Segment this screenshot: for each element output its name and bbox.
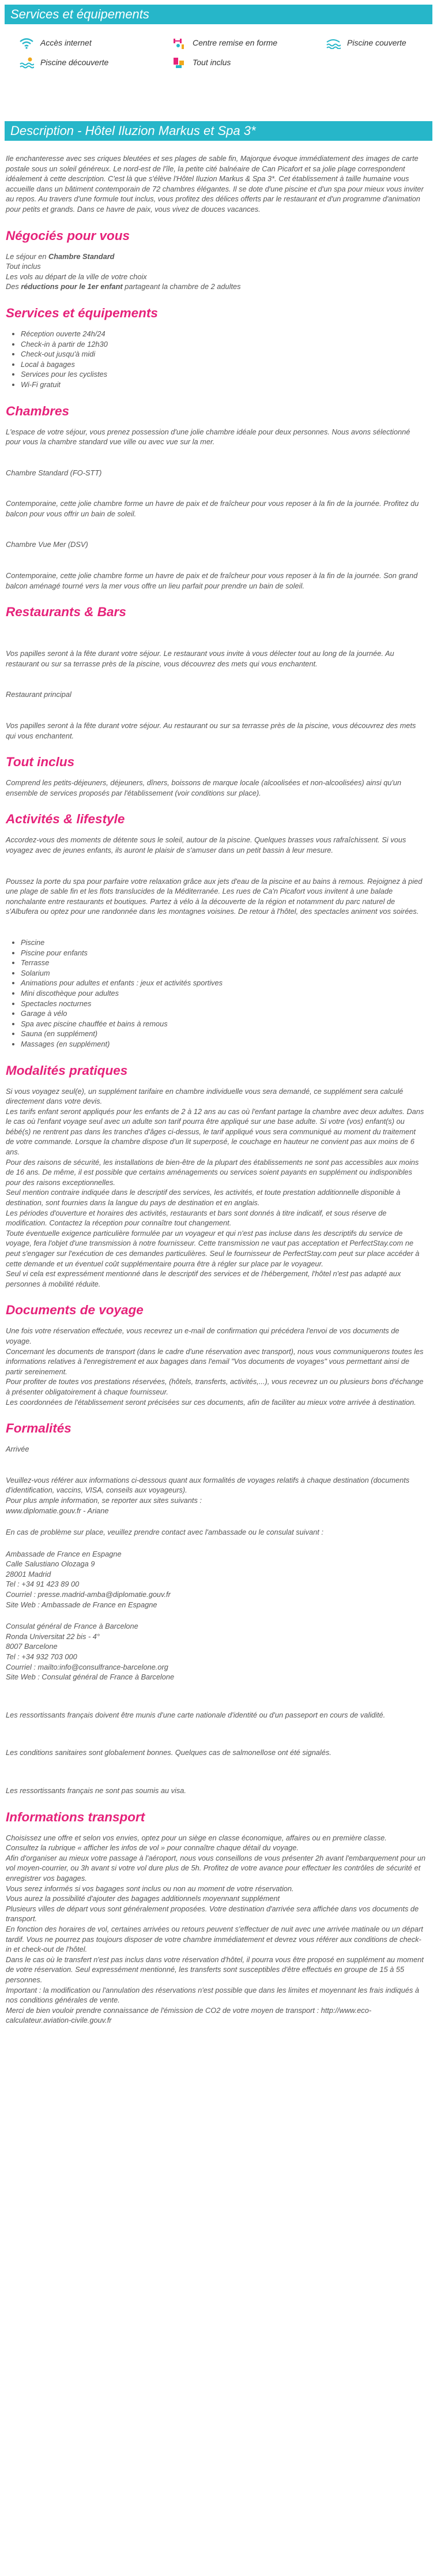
list-item: • Terrasse xyxy=(21,958,437,968)
tout-inclus-block xyxy=(6,778,425,798)
negocies-line: Le séjour en Chambre Standard xyxy=(6,252,115,261)
documents-line: Concernant les documents de transport (dans le cadre d'une réservation avec transport), nous vous communiquerons toutes les informations relatives à l'enregistrement et aux bagages dans l'email "Vos documents de voyages" vous permettant ainsi de partir sereinement. xyxy=(6,1347,424,1376)
list-item: • Check-in à partir de 12h30 xyxy=(21,339,437,350)
activites-title: Activités & lifestyle xyxy=(6,812,125,827)
chambres-block xyxy=(6,427,425,591)
intro-paragraph: Ile enchanteresse avec ses criques bleutées et ses plages de sable fin, Majorque évoque immédiatement des images de carte postale sous un soleil généreux. Le nord-est de l'île, la petite cité balnéaire de Can Picafort et sa jolie plage correspondent idéalement à cette description. C'est là que s'élève l'Hôtel Iluzion Markus & Spa 3*. Cet établissement à taille humaine vous accueille dans un bâtiment contemporain de 72 chambres élégantes. Il se dote d'une piscine et d'un spa pour mieux vous inviter au repos. Au travers d'une formule tout inclus, vous profitez des délices offerts par le restaurant et d'un programme d'animation pour petits et grands. Dans ce havre de paix, vous vivez de douces vacances. xyxy=(6,154,424,213)
embassy-email[interactable]: Courriel : presse.madrid-amba@diplomatie.gouv.fr xyxy=(6,1590,171,1599)
transport-line: Dans le cas où le transfert n'est pas inclus dans votre réservation d'hôtel, il pourra vous être proposé en supplément au moment de votre réservation. Seul expressément mentionné, les transferts sont susceptibles d'être effectués en groupe de 15 à 55 personnes. xyxy=(6,1955,424,1984)
consulate-line: Ronda Universitat 22 bis - 4° xyxy=(6,1632,100,1641)
restaurant-name: Restaurant principal xyxy=(6,690,71,699)
list-item: • Solarium xyxy=(21,968,437,978)
consulate-line: Tel : +34 932 703 000 xyxy=(6,1652,77,1662)
problem-intro: En cas de problème sur place, veuillez prendre contact avec l'ambassade ou le consulat suivant : xyxy=(6,1528,323,1537)
modalites-line: Les tarifs enfant seront appliqués pour les enfants de 2 à 12 ans au cas où l'enfant partage la chambre avec deux adultes. Dans le cas où l'enfant voyage seul avec un adulte son tarif pourra être appliqué sur une base adulte. Si votre (vos) enfant(s) ou bébé(s) ne rentrent pas dans les tranches d'âges ci-dessus, le tarif appliqué vous sera communiqué au moment du traitement de votre commande. Lorsque la chambre dispose d'un lit superposé, le couchage en hauteur ne convient pas aux moins de 6 ans. xyxy=(6,1107,424,1157)
list-item: • Local à bagages xyxy=(21,359,437,370)
consulate-website[interactable]: Site Web : Consulat général de France à Barcelone xyxy=(6,1673,175,1682)
formalites-line: Pour plus ample information, se reporter aux sites suivants : xyxy=(6,1495,202,1505)
restaurant-description: Vos papilles seront à la fête durant votre séjour. Au restaurant ou sur sa terrasse près de la piscine, vous découvrez des mets qui vous enchantent. xyxy=(6,721,416,740)
services-list xyxy=(21,329,437,390)
amenity-label: Centre remise en forme xyxy=(193,38,278,48)
amenity-internet xyxy=(18,36,92,51)
modalites-line: Si vous voyagez seul(e), un supplément tarifaire en chambre individuelle vous sera demandé, ce supplément sera calculé directement dans votre devis. xyxy=(6,1086,404,1106)
transport-block xyxy=(6,1833,425,2026)
negocies-line: Les vols au départ de la ville de votre choix xyxy=(6,272,147,281)
health-note: Les conditions sanitaires sont globalement bonnes. Quelques cas de salmonellose ont été signalés. xyxy=(6,1748,331,1757)
amenities-banner: Services et équipements xyxy=(5,5,432,24)
restaurants-intro: Vos papilles seront à la fête durant votre séjour. Le restaurant vous invite à vous délecter tout au long de la journée. Au restaurant ou sur sa terrasse près de la piscine, vous découvrez des mets qui vous enchantent. xyxy=(6,649,394,668)
outdoor-pool-icon xyxy=(18,55,35,70)
documents-block xyxy=(6,1326,425,1407)
list-item: • Spa avec piscine chauffée et bains à remous xyxy=(21,1019,437,1029)
amenities-grid xyxy=(18,35,437,92)
room-name: Chambre Vue Mer (DSV) xyxy=(6,540,88,549)
embassy-line: Calle Salustiano Olozaga 9 xyxy=(6,1559,95,1569)
modalites-title: Modalités pratiques xyxy=(6,1063,128,1078)
visa-note: Les ressortissants français ne sont pas soumis au visa. xyxy=(6,1786,186,1795)
modalites-line: Seul mention contraire indiquée dans le descriptif des services, les activités, et toute prestation additionnelle disponible à destination, sont fournies dans la langue du pays de destination et en anglais. xyxy=(6,1188,401,1208)
list-item: • Animations pour adultes et enfants : jeux et activités sportives xyxy=(21,978,437,988)
list-item: • Réception ouverte 24h/24 xyxy=(21,329,437,339)
activites-block xyxy=(6,835,425,938)
embassy-line: 28001 Madrid xyxy=(6,1569,51,1578)
tout-inclus-title: Tout inclus xyxy=(6,755,75,770)
room-description: Contemporaine, cette jolie chambre forme un havre de paix et de fraîcheur pour vous reposer à la fin de la journée. Profitez du balcon pour vous offrir un bain de soleil. xyxy=(6,499,419,518)
amenity-label: Piscine découverte xyxy=(40,58,109,68)
tout-inclus-description: Comprend les petits-déjeuners, déjeuners, dîners, boissons de marque locale (alcoolisées et non-alcoolisées) ainsi qu'un ensemble de services proposés par l'établissement (voir conditions sur place). xyxy=(6,778,402,797)
negocies-title: Négociés pour vous xyxy=(6,228,130,243)
list-item: • Mini discothèque pour adultes xyxy=(21,988,437,999)
documents-line: Pour profiter de toutes vos prestations réservées, (hôtels, transferts, activités,...), vous recevrez un ou plusieurs bons d'échange à présenter obligatoirement à chaque fournisseur. xyxy=(6,1377,424,1396)
documents-line: Les coordonnées de l'établissement seront précisées sur ces documents, afin de faciliter au mieux votre arrivée à destination. xyxy=(6,1397,416,1407)
transport-line: Plusieurs villes de départ vous sont généralement proposées. Votre destination d'arrivée sera affichée dans vos documents de transport. xyxy=(6,1904,419,1923)
transport-line: Important : la modification ou l'annulation des réservations n'est possible que dans les limites et moyennant les frais indiqués à nos conditions générales de vente. xyxy=(6,1985,419,2005)
list-item: • Spectacles nocturnes xyxy=(21,999,437,1009)
activites-paragraph: Accordez-vous des moments de détente sous le soleil, autour de la piscine. Quelques brasses vous rafraîchissent. Si vous voyagez avec de jeunes enfants, ils auront le plaisir de s'amuser dans un petit bassin à leur mesure. xyxy=(6,835,406,854)
formalites-block xyxy=(6,1444,425,1795)
amenity-outdoor-pool xyxy=(18,55,108,70)
all-inclusive-icon xyxy=(171,55,187,70)
transport-line: Choisissez une offre et selon vos envies, optez pour un siège en classe économique, affaires ou en première classe. xyxy=(6,1833,387,1842)
modalites-line: Seul vi cela est expressément mentionné dans le descriptif des services et de l'hébergement, l'hôtel n'est pas adapté aux personnes à mobilité réduite. xyxy=(6,1269,401,1288)
restaurants-block xyxy=(6,628,425,741)
amenity-label: Accès internet xyxy=(40,38,92,48)
formalites-line: Veuillez-vous référer aux informations ci-dessous quant aux formalités de voyages relatifs à chaque destination (documents d'identification, vaccins, VISA, conseils aux voyageurs). xyxy=(6,1475,410,1495)
activites-list xyxy=(21,938,437,1049)
transport-line: Merci de bien vouloir prendre connaissance de l'émission de CO2 de votre moyen de transport : http://www.eco-calculateur.aviation-civile.gouv.fr xyxy=(6,2005,372,2025)
list-item: • Check-out jusqu'à midi xyxy=(21,349,437,359)
list-item: • Wi-Fi gratuit xyxy=(21,380,437,390)
list-item: • Services pour les cyclistes xyxy=(21,369,437,380)
amenity-label: Piscine couverte xyxy=(347,38,406,48)
consulate-line: 8007 Barcelone xyxy=(6,1642,58,1651)
room-description: Contemporaine, cette jolie chambre forme un havre de paix et de fraîcheur pour vous reposer à la fin de la journée. Son grand balcon aménagé tourné vers la mer vous offre un lieu parfait pour prendre un bain de soleil. xyxy=(6,571,418,590)
formalites-link[interactable]: www.diplomatie.gouv.fr - Ariane xyxy=(6,1506,109,1515)
embassy-line: Ambassade de France en Espagne xyxy=(6,1549,122,1558)
consulate-email[interactable]: Courriel : mailto:info@consulfrance-barcelone.org xyxy=(6,1662,168,1671)
chambres-intro: L'espace de votre séjour, vous prenez possession d'une jolie chambre idéale pour deux personnes. Nous avons sélectionné pour vous la chambre standard vue ville ou avec vue sur la mer. xyxy=(6,427,410,447)
arrivee-label: Arrivée xyxy=(6,1445,29,1454)
documents-title: Documents de voyage xyxy=(6,1303,144,1318)
documents-line: Une fois votre réservation effectuée, vous recevrez un e-mail de confirmation qui précédera l'envoi de vos documents de voyage. xyxy=(6,1326,400,1345)
transport-line: Vous serez informés si vos bagages sont inclus ou non au moment de votre réservation. xyxy=(6,1884,294,1893)
modalites-line: Les périodes d'ouverture et horaires des activités, restaurants et bars sont donnés à titre indicatif, et sous réserve de modification. Contactez la réception pour connaître tout changement. xyxy=(6,1208,387,1228)
amenity-label: Tout inclus xyxy=(193,58,231,68)
transport-line: En fonction des horaires de vol, certaines arrivées ou retours peuvent s'effectuer de nuit avec une arrivée matinale ou un départ tardif. Vous ne pourrez pas toujours disposer de votre chambre immédiatement et devrez vous référer aux conditions de check-in et check-out de l'hôtel. xyxy=(6,1924,423,1954)
embassy-website[interactable]: Site Web : Ambassade de France en Espagne xyxy=(6,1600,157,1609)
modalites-block xyxy=(6,1086,425,1289)
list-item: • Sauna (en supplément) xyxy=(21,1029,437,1039)
restaurants-title: Restaurants & Bars xyxy=(6,605,126,620)
chambres-title: Chambres xyxy=(6,403,70,418)
list-item: • Piscine xyxy=(21,938,437,948)
modalites-line: Toute éventuelle exigence particulière formulée par un voyageur et qui n'est pas incluse dans les descriptifs du service de voyage, fera l'objet d'une transmission à notre fournisseur. Cette transmission ne vaut pas acceptation et PerfectStay.com ne peut s'engager sur l'exécution de ces demandes particulières. Seul le fournisseur de PerfectStay.com peut sur place accéder à cette demande et un éventuel coût supplémentaire pourra être à régler sur place par le voyageur. xyxy=(6,1228,420,1268)
negocies-block xyxy=(6,252,425,292)
transport-title: Informations transport xyxy=(6,1809,145,1824)
negocies-line: Tout inclus xyxy=(6,262,41,271)
transport-line: Vous aurez la possibilité d'ajouter des bagages additionnels moyennant supplément xyxy=(6,1894,280,1903)
consulate-line: Consulat général de France à Barcelone xyxy=(6,1622,138,1631)
identity-note: Les ressortissants français doivent être munis d'une carte nationale d'identité ou d'un passeport en cours de validité. xyxy=(6,1710,386,1719)
fitness-icon xyxy=(171,36,187,51)
modalites-line: Pour des raisons de sécurité, les installations de bien-être de la plupart des établissements ne sont pas accessibles aux moins de 16 ans. De même, il est possible que certains aménagements ou services soient payants en supplément ou indisponibles pour des raisons exceptionnelles. xyxy=(6,1157,419,1187)
formalites-title: Formalités xyxy=(6,1421,71,1436)
amenity-all-inclusive xyxy=(171,55,231,70)
transport-line: Afin d'organiser au mieux votre passage à l'aéroport, nous vous conseillons de vous présenter 2h avant l'embarquement pour un vol moyen-courrier, ou 3h avant si votre vol dure plus de 5h. Profitez de votre avance pour effectuer les contrôles de sécurité et enregistrer vos bagages. xyxy=(6,1853,425,1883)
wifi-icon xyxy=(18,36,35,51)
description-banner: Description - Hôtel Iluzion Markus et Spa 3* xyxy=(5,121,432,141)
list-item: • Massages (en supplément) xyxy=(21,1039,437,1049)
room-name: Chambre Standard (FO-STT) xyxy=(6,468,102,477)
negocies-line: Des réductions pour le 1er enfant partageant la chambre de 2 adultes xyxy=(6,282,241,291)
page xyxy=(0,5,437,2049)
list-item: • Piscine pour enfants xyxy=(21,948,437,958)
amenity-fitness xyxy=(171,36,277,51)
amenity-indoor-pool xyxy=(325,36,406,51)
transport-line: Consultez la rubrique « afficher les infos de vol » pour connaître chaque détail du voyage. xyxy=(6,1843,299,1853)
services-title: Services et équipements xyxy=(6,305,158,320)
embassy-line: Tel : +34 91 423 89 00 xyxy=(6,1580,80,1589)
pool-icon xyxy=(325,36,341,51)
list-item: • Garage à vélo xyxy=(21,1008,437,1019)
activites-paragraph: Poussez la porte du spa pour parfaire votre relaxation grâce aux jets d'eau de la piscine et au bains à remous. Rejoignez à pied une plage de sable fin et les flots translucides de la Méditerranée. Les rues de Ca'n Picafort vous invitent à une balade nonchalante entre restaurants et boutiques. Partez à vélo à la découverte de la région et notamment du parc naturel de s'Albufera ou optez pour une randonnée dans les montagnes voisines. De retour à l'hôtel, des spectacles animent vos soirées. xyxy=(6,876,423,916)
